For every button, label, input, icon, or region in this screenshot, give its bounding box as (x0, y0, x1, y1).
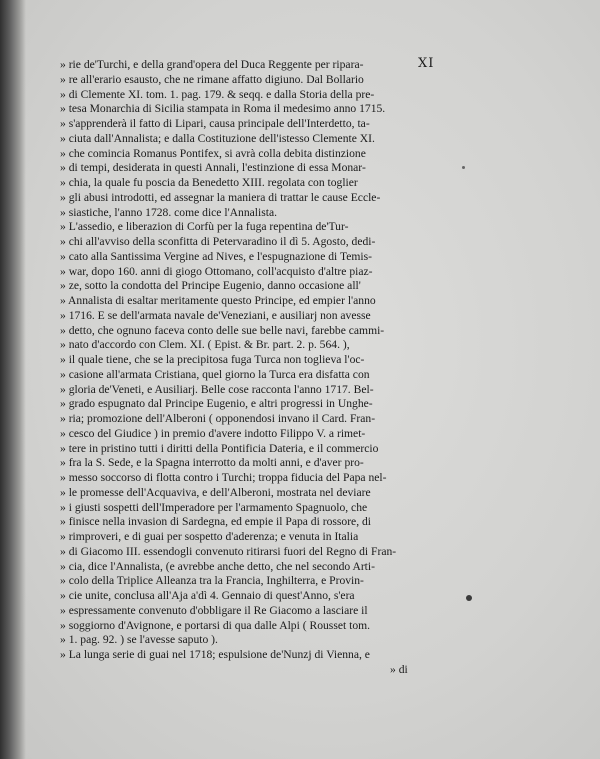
text-line: » colo della Triplice Alleanza tra la Francia, Inghilterra, e Provin- (60, 574, 364, 588)
text-line: » re all'erario esausto, che ne rimane affatto digiuno. Dal Bollario (60, 72, 364, 86)
text-line: » chia, la quale fu poscia da Benedetto XIII. regolata con toglier (60, 176, 358, 189)
text-line: » tere in pristino tutti i diritti della Pontificia Dateria, e il commercio (60, 441, 379, 455)
text-line: » le promesse dell'Acquaviva, e dell'Alberoni, mostrata nel deviare (60, 485, 371, 499)
text-line: » il quale tiene, che se la precipitosa fuga Turca non toglieva l'oc- (60, 353, 365, 366)
text-line: » gloria de'Veneti, e Ausiliarj. Belle cose racconta l'anno 1717. Bel- (60, 382, 374, 396)
text-line: » espressamente convenuto d'obbligare il Re Giacomo a lasciare il (60, 603, 368, 617)
text-line: » i giusti sospetti dell'Imperadore per l'armamento Spagnuolo, che (60, 500, 368, 514)
text-line: » La lunga serie di guai nel 1718; espulsione de'Nunzj di Vienna, e (60, 648, 370, 661)
body-text (60, 58, 448, 678)
text-line: » di tempi, desiderata in questi Annali, l'estinzione di essa Monar- (60, 161, 366, 175)
ink-spot (466, 595, 472, 601)
text-line: » di Clemente XI. tom. 1. pag. 179. & seqq. e dalla Storia della pre- (60, 87, 375, 101)
text-line: » cato alla Santissima Vergine ad Nives, e l'espugnazione di Temis- (60, 249, 372, 263)
ink-spot (462, 166, 465, 169)
text-line: » fra la S. Sede, e la Spagna interrotto da molti anni, e d'aver pro- (60, 456, 364, 470)
text-line: » chi all'avviso della sconfitta di Petervaradino il dì 5. Agosto, dedi- (60, 235, 376, 248)
text-line: » ze, sotto la condotta del Principe Eugenio, danno occasione all' (60, 279, 361, 293)
text-line: » nato d'accordo con Clem. XI. ( Epist. & Br. part. 2. p. 564. ), (60, 338, 350, 352)
catchword: » di (390, 662, 408, 676)
text-line: » ria; promozione dell'Alberoni ( opponendosi invano il Card. Fran- (60, 412, 376, 425)
text-line: » di Giacomo III. essendogli convenuto ritirarsi fuori del Regno di Fran- (60, 544, 397, 558)
text-line: » casione all'armata Cristiana, quel giorno la Turca era disfatta con (60, 367, 370, 381)
text-line: » detto, che ognuno faceva conto delle sue belle navi, farebbe cammi- (60, 323, 385, 337)
text-line: » grado espugnato dal Principe Eugenio, e altri progressi in Unghe- (60, 397, 373, 411)
text-line: » cesco del Giudice ) in premio d'avere indotto Filippo V. a rimet- (60, 426, 366, 440)
text-line: » L'assedio, e liberazion di Corfù per la fuga repentina de'Tur- (60, 220, 349, 234)
text-line: » siastiche, l'anno 1728. come dice l'Annalista. (60, 205, 277, 219)
text-line: » soggiorno d'Avignone, e portarsi di qua dalle Alpi ( Rousset tom. (60, 618, 371, 632)
text-line: » cie unite, conclusa all'Aja a'dì 4. Gennaio di quest'Anno, s'era (60, 589, 355, 602)
text-line: » che comincia Romanus Pontifex, si avrà colla debita distinzione (60, 146, 366, 160)
book-spine-shadow (0, 0, 26, 759)
text-line: » rimproveri, e di guai per sospetto d'aderenza; e venuta in Italia (60, 530, 359, 543)
page-number: XI (418, 56, 435, 71)
text-line: » gli abusi introdotti, ed assegnar la maniera di trattar le cause Eccle- (60, 190, 381, 204)
text-line: » Annalista di esaltar meritamente questo Principe, ed empier l'anno (60, 294, 376, 307)
text-line: » finisce nella invasion di Sardegna, ed empie il Papa di rossore, di (60, 515, 372, 529)
text-line: » 1. pag. 92. ) se l'avesse saputo ). (60, 633, 218, 647)
text-line: » tesa Monarchia di Sicilia stampata in Roma il medesimo anno 1715. (60, 102, 386, 116)
text-line: » ciuta dall'Annalista; e dalla Costituzione dell'istesso Clemente XI. (60, 131, 375, 145)
text-line: » war, dopo 160. anni di giogo Ottomano, coll'acquisto d'altre piaz- (60, 264, 373, 278)
text-line: » cia, dice l'Annalista, (e avrebbe anche detto, che nel secondo Arti- (60, 559, 375, 573)
text-line: » rie de'Turchi, e della grand'opera del Duca Reggente per ripara- (60, 58, 364, 71)
text-line: » 1716. E se dell'armata navale de'Veneziani, e ausiliarj non avesse (60, 308, 371, 322)
text-line: » s'apprenderà il fatto di Lipari, causa principale dell'Interdetto, ta- (60, 117, 370, 130)
text-line: » messo soccorso di flotta contro i Turchi; troppa fiducia del Papa nel- (60, 471, 387, 484)
